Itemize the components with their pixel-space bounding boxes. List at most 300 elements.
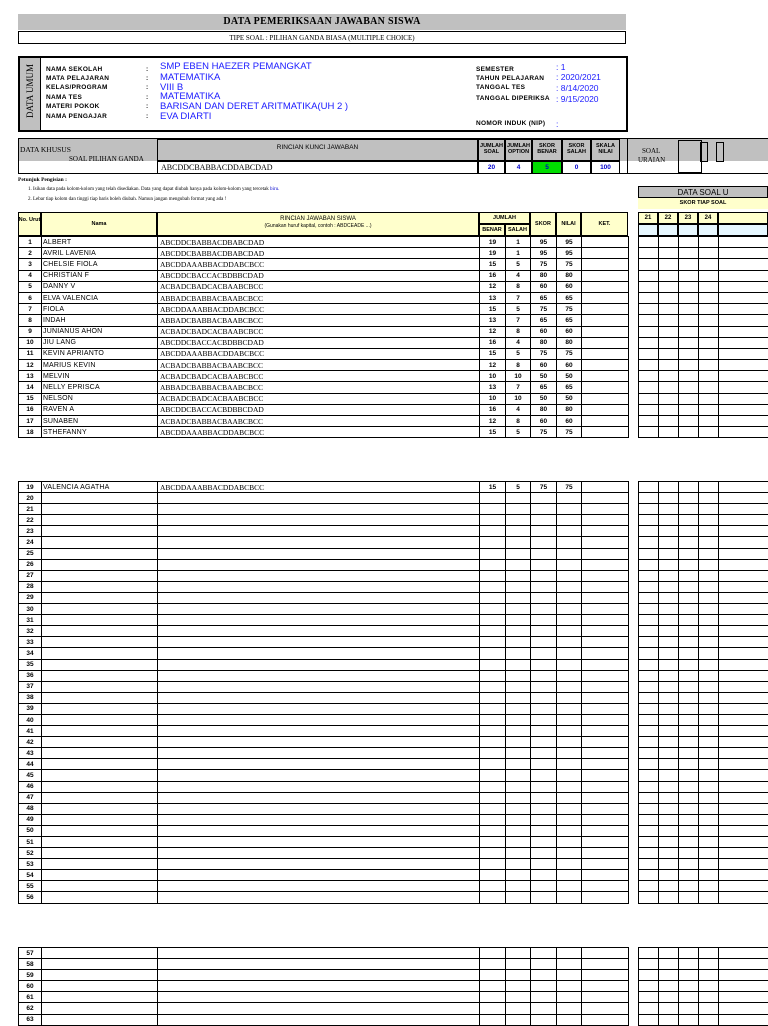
student-answers[interactable]: [158, 759, 480, 770]
uraian-score-cell[interactable]: [699, 970, 719, 981]
student-answers[interactable]: ABCDDCBACCACBDBBCDAD: [158, 337, 480, 348]
student-name[interactable]: [42, 626, 158, 637]
student-answers[interactable]: ABBADCBABBACBAABCBCC: [158, 292, 480, 303]
uraian-score-cell[interactable]: [639, 393, 659, 404]
uraian-score-cell[interactable]: [719, 848, 768, 859]
uraian-score-cell[interactable]: [639, 404, 659, 415]
student-name[interactable]: AVRIL LAVENIA: [42, 248, 158, 259]
student-name[interactable]: [42, 692, 158, 703]
uraian-score-cell[interactable]: [699, 393, 719, 404]
student-answers[interactable]: [158, 648, 480, 659]
student-answers[interactable]: [158, 714, 480, 725]
uraian-score-cell[interactable]: [679, 681, 699, 692]
uraian-score-cell[interactable]: [659, 792, 679, 803]
student-answers[interactable]: [158, 692, 480, 703]
uraian-score-cell[interactable]: [659, 837, 679, 848]
student-name[interactable]: NELLY EPRISCA: [42, 382, 158, 393]
uraian-score-cell[interactable]: [719, 416, 768, 427]
student-name[interactable]: [42, 592, 158, 603]
ket-value[interactable]: [582, 515, 629, 526]
uraian-score-cell[interactable]: [679, 504, 699, 515]
student-answers[interactable]: [158, 970, 480, 981]
uraian-score-cell[interactable]: [699, 348, 719, 359]
uraian-score-cell[interactable]: [719, 315, 768, 326]
uraian-score-cell[interactable]: [639, 981, 659, 992]
uraian-score-cell[interactable]: [699, 427, 719, 438]
uraian-score-cell[interactable]: [679, 548, 699, 559]
uraian-score-cell[interactable]: [639, 416, 659, 427]
uraian-score-cell[interactable]: [639, 427, 659, 438]
student-answers[interactable]: [158, 870, 480, 881]
student-name[interactable]: [42, 570, 158, 581]
uraian-score-cell[interactable]: [679, 237, 699, 248]
student-answers[interactable]: ABCDDAAABBACDDABCBCC: [158, 348, 480, 359]
student-answers[interactable]: ABCDDCBABBACDBABCDAD: [158, 248, 480, 259]
student-answers[interactable]: [158, 637, 480, 648]
uraian-score-cell[interactable]: [679, 382, 699, 393]
uraian-score-cell[interactable]: [679, 281, 699, 292]
ket-value[interactable]: [582, 326, 629, 337]
student-name[interactable]: [42, 970, 158, 981]
uraian-score-cell[interactable]: [719, 393, 768, 404]
uraian-score-cell[interactable]: [699, 604, 719, 615]
uraian-score-cell[interactable]: [679, 292, 699, 303]
student-name[interactable]: SUNABEN: [42, 416, 158, 427]
student-answers[interactable]: [158, 814, 480, 825]
uraian-score-cell[interactable]: [679, 814, 699, 825]
uraian-score-cell[interactable]: [719, 781, 768, 792]
ket-value[interactable]: [582, 648, 629, 659]
uraian-score-cell[interactable]: [659, 504, 679, 515]
uraian-score-cell[interactable]: [719, 626, 768, 637]
uraian-score-cell[interactable]: [639, 360, 659, 371]
uraian-score-cell[interactable]: [699, 648, 719, 659]
uraian-score-cell[interactable]: [699, 626, 719, 637]
student-answers[interactable]: [158, 781, 480, 792]
uraian-score-cell[interactable]: [679, 970, 699, 981]
student-answers[interactable]: [158, 726, 480, 737]
ket-value[interactable]: [582, 803, 629, 814]
student-answers[interactable]: [158, 604, 480, 615]
uraian-score-cell[interactable]: [639, 259, 659, 270]
uraian-score-cell[interactable]: [699, 670, 719, 681]
student-name[interactable]: [42, 870, 158, 881]
uraian-score-cell[interactable]: [659, 482, 679, 493]
student-answers[interactable]: ACBADCBADCACBAABCBCC: [158, 281, 480, 292]
ket-value[interactable]: [582, 504, 629, 515]
student-name[interactable]: [42, 714, 158, 725]
uraian-score-cell[interactable]: [679, 648, 699, 659]
uraian-score-cell[interactable]: [659, 692, 679, 703]
uraian-score-cell[interactable]: [719, 337, 768, 348]
student-name[interactable]: [42, 537, 158, 548]
student-name[interactable]: [42, 493, 158, 504]
ket-value[interactable]: [582, 892, 629, 903]
uraian-score-cell[interactable]: [659, 281, 679, 292]
uraian-score-cell[interactable]: [639, 548, 659, 559]
uraian-score-cell[interactable]: [699, 881, 719, 892]
uraian-score-cell[interactable]: [639, 748, 659, 759]
uraian-score-cell[interactable]: [659, 637, 679, 648]
uraian-score-cell[interactable]: [719, 992, 768, 1003]
uraian-score-cell[interactable]: [679, 781, 699, 792]
uraian-score-cell[interactable]: [719, 803, 768, 814]
student-name[interactable]: [42, 881, 158, 892]
uraian-score-cell[interactable]: [699, 981, 719, 992]
uraian-score-cell[interactable]: [719, 970, 768, 981]
uraian-score-cell[interactable]: [679, 792, 699, 803]
uraian-score-cell[interactable]: [719, 326, 768, 337]
student-name[interactable]: JIU LANG: [42, 337, 158, 348]
uraian-score-cell[interactable]: [659, 859, 679, 870]
student-answers[interactable]: [158, 493, 480, 504]
uraian-score-cell[interactable]: [719, 615, 768, 626]
kunci-jawaban-value[interactable]: ABCDDCBABBACDDABCDAD: [157, 161, 478, 174]
student-answers[interactable]: [158, 825, 480, 836]
student-answers[interactable]: ABCDDAAABBACDDABCBCC: [158, 259, 480, 270]
ket-value[interactable]: [582, 427, 629, 438]
uraian-score-cell[interactable]: [659, 248, 679, 259]
uraian-score-cell[interactable]: [679, 482, 699, 493]
ket-value[interactable]: [582, 570, 629, 581]
student-answers[interactable]: [158, 792, 480, 803]
student-name[interactable]: [42, 615, 158, 626]
ket-value[interactable]: [582, 1003, 629, 1014]
uraian-score-cell[interactable]: [659, 360, 679, 371]
uraian-score-cell[interactable]: [639, 570, 659, 581]
uraian-score-cell[interactable]: [679, 371, 699, 382]
umum-right-value-2[interactable]: : 8/14/2020: [556, 83, 599, 93]
uraian-score-cell[interactable]: [699, 814, 719, 825]
uraian-score-cell[interactable]: [639, 781, 659, 792]
uraian-score-cell[interactable]: [679, 892, 699, 903]
uraian-score-cell[interactable]: [639, 281, 659, 292]
ket-value[interactable]: [582, 237, 629, 248]
uraian-score-cell[interactable]: [699, 237, 719, 248]
ket-value[interactable]: [582, 792, 629, 803]
uraian-score-cell[interactable]: [699, 859, 719, 870]
student-answers[interactable]: [158, 703, 480, 714]
uraian-score-cell[interactable]: [659, 659, 679, 670]
uraian-score-cell[interactable]: [679, 270, 699, 281]
student-name[interactable]: [42, 948, 158, 959]
uraian-score-cell[interactable]: [639, 703, 659, 714]
uraian-score-cell[interactable]: [639, 371, 659, 382]
ket-value[interactable]: [582, 737, 629, 748]
ket-value[interactable]: [582, 948, 629, 959]
uraian-score-cell[interactable]: [719, 592, 768, 603]
ket-value[interactable]: [582, 493, 629, 504]
student-name[interactable]: [42, 859, 158, 870]
uraian-score-cell[interactable]: [639, 248, 659, 259]
uraian-score-cell[interactable]: [639, 526, 659, 537]
student-answers[interactable]: ACBADCBABBACBAABCBCC: [158, 360, 480, 371]
uraian-score-cell[interactable]: [699, 371, 719, 382]
uraian-score-cell[interactable]: [679, 692, 699, 703]
uraian-score-cell[interactable]: [679, 259, 699, 270]
ket-value[interactable]: [582, 259, 629, 270]
uraian-score-cell[interactable]: [679, 714, 699, 725]
student-name[interactable]: [42, 670, 158, 681]
uraian-score-cell[interactable]: [719, 237, 768, 248]
uraian-score-cell[interactable]: [639, 714, 659, 725]
uraian-score-cell[interactable]: [719, 814, 768, 825]
uraian-score-cell[interactable]: [659, 493, 679, 504]
student-answers[interactable]: ABCDDCBACCACBDBBCDAD: [158, 270, 480, 281]
uraian-score-cell[interactable]: [719, 948, 768, 959]
student-name[interactable]: [42, 959, 158, 970]
uraian-score-cell[interactable]: [639, 626, 659, 637]
uraian-score-cell[interactable]: [639, 592, 659, 603]
uraian-score-cell[interactable]: [679, 626, 699, 637]
uraian-score-cell[interactable]: [699, 404, 719, 415]
student-answers[interactable]: [158, 626, 480, 637]
student-name[interactable]: CHRISTIAN F: [42, 270, 158, 281]
uraian-score-cell[interactable]: [699, 848, 719, 859]
uraian-score-cell[interactable]: [719, 981, 768, 992]
uraian-score-cell[interactable]: [679, 570, 699, 581]
uraian-score-cell[interactable]: [719, 670, 768, 681]
umum-value-4[interactable]: BARISAN DAN DERET ARITMATIKA(UH 2 ): [160, 101, 348, 112]
uraian-score-cell[interactable]: [659, 626, 679, 637]
student-name[interactable]: [42, 781, 158, 792]
uraian-score-cell[interactable]: [719, 493, 768, 504]
ket-value[interactable]: [582, 992, 629, 1003]
uraian-score-cell[interactable]: [699, 770, 719, 781]
uraian-score-cell[interactable]: [699, 759, 719, 770]
uraian-score-cell[interactable]: [719, 292, 768, 303]
uraian-score-cell[interactable]: [719, 825, 768, 836]
uraian-score-cell[interactable]: [719, 537, 768, 548]
student-name[interactable]: RAVEN A: [42, 404, 158, 415]
uraian-score-cell[interactable]: [699, 1003, 719, 1014]
khusus-col-value-3[interactable]: 0: [562, 161, 591, 174]
uraian-score-cell[interactable]: [659, 959, 679, 970]
uraian-score-cell[interactable]: [659, 304, 679, 315]
uraian-score-cell[interactable]: [659, 526, 679, 537]
student-answers[interactable]: ACBADCBADCACBAABCBCC: [158, 326, 480, 337]
uraian-score-cell[interactable]: [699, 493, 719, 504]
student-name[interactable]: JUNIANUS AHON: [42, 326, 158, 337]
uraian-score-cell[interactable]: [659, 548, 679, 559]
uraian-score-cell[interactable]: [659, 848, 679, 859]
uraian-score-cell[interactable]: [719, 881, 768, 892]
student-name[interactable]: INDAH: [42, 315, 158, 326]
uraian-score-cell[interactable]: [719, 404, 768, 415]
uraian-score-cell[interactable]: [639, 837, 659, 848]
ket-value[interactable]: [582, 981, 629, 992]
uraian-score-cell[interactable]: [659, 570, 679, 581]
uraian-score-cell[interactable]: [659, 981, 679, 992]
uraian-score-cell[interactable]: [639, 659, 659, 670]
uraian-score-cell[interactable]: [719, 859, 768, 870]
uraian-score-cell[interactable]: [699, 681, 719, 692]
uraian-score-cell[interactable]: [699, 803, 719, 814]
uraian-score-cell[interactable]: [659, 992, 679, 1003]
uraian-score-cell[interactable]: [679, 304, 699, 315]
uraian-score-cell[interactable]: [659, 814, 679, 825]
uraian-score-cell[interactable]: [719, 792, 768, 803]
uraian-score-cell[interactable]: [699, 714, 719, 725]
uraian-score-cell[interactable]: [719, 759, 768, 770]
student-answers[interactable]: ABCDDAAABBACDDABCBCC: [158, 427, 480, 438]
student-name[interactable]: [42, 526, 158, 537]
uraian-score-cell[interactable]: [719, 371, 768, 382]
uraian-score-cell[interactable]: [699, 948, 719, 959]
uraian-score-cell[interactable]: [659, 825, 679, 836]
uraian-score-cell[interactable]: [639, 515, 659, 526]
uraian-score-cell[interactable]: [639, 382, 659, 393]
ket-value[interactable]: [582, 615, 629, 626]
student-name[interactable]: [42, 837, 158, 848]
uraian-score-cell[interactable]: [699, 825, 719, 836]
uraian-score-cell[interactable]: [659, 404, 679, 415]
khusus-col-value-4[interactable]: 100: [591, 161, 620, 174]
uraian-score-cell[interactable]: [659, 1014, 679, 1025]
uraian-score-cell[interactable]: [659, 759, 679, 770]
student-answers[interactable]: [158, 748, 480, 759]
uraian-score-cell[interactable]: [659, 382, 679, 393]
khusus-col-value-2[interactable]: 5: [532, 161, 562, 174]
uraian-score-cell[interactable]: [719, 526, 768, 537]
ket-value[interactable]: [582, 859, 629, 870]
student-answers[interactable]: [158, 559, 480, 570]
uraian-score-cell[interactable]: [699, 482, 719, 493]
uraian-score-cell[interactable]: [719, 427, 768, 438]
ket-value[interactable]: [582, 337, 629, 348]
uraian-score-cell[interactable]: [679, 427, 699, 438]
uraian-score-cell[interactable]: [659, 770, 679, 781]
uraian-score-cell[interactable]: [719, 870, 768, 881]
uraian-score-cell[interactable]: [719, 570, 768, 581]
uraian-score-cell[interactable]: [679, 959, 699, 970]
uraian-score-cell[interactable]: [659, 237, 679, 248]
uraian-score-cell[interactable]: [699, 792, 719, 803]
uraian-score-cell[interactable]: [719, 714, 768, 725]
uraian-score-cell[interactable]: [699, 837, 719, 848]
uraian-score-cell[interactable]: [719, 703, 768, 714]
ket-value[interactable]: [582, 304, 629, 315]
uraian-score-cell[interactable]: [699, 360, 719, 371]
student-answers[interactable]: ABCDDCBACCACBDBBCDAD: [158, 404, 480, 415]
uraian-score-cell[interactable]: [719, 959, 768, 970]
student-answers[interactable]: [158, 848, 480, 859]
student-name[interactable]: MARIUS KEVIN: [42, 360, 158, 371]
student-name[interactable]: [42, 759, 158, 770]
ket-value[interactable]: [582, 748, 629, 759]
student-name[interactable]: [42, 681, 158, 692]
uraian-score-cell[interactable]: [699, 703, 719, 714]
ket-value[interactable]: [582, 881, 629, 892]
student-answers[interactable]: ABCDDAAABBACDDABCBCC: [158, 304, 480, 315]
student-name[interactable]: [42, 792, 158, 803]
uraian-score-cell[interactable]: [719, 648, 768, 659]
uraian-score-cell[interactable]: [699, 515, 719, 526]
uraian-score-cell[interactable]: [719, 382, 768, 393]
uraian-score-cell[interactable]: [699, 781, 719, 792]
student-answers[interactable]: [158, 681, 480, 692]
uraian-score-cell[interactable]: [639, 892, 659, 903]
uraian-score-cell[interactable]: [659, 337, 679, 348]
uraian-score-cell[interactable]: [679, 770, 699, 781]
uraian-score-cell[interactable]: [659, 670, 679, 681]
uraian-score-cell[interactable]: [719, 482, 768, 493]
uraian-score-cell[interactable]: [699, 559, 719, 570]
uraian-score-cell[interactable]: [639, 348, 659, 359]
uraian-score-cell[interactable]: [679, 337, 699, 348]
uraian-score-cell[interactable]: [659, 515, 679, 526]
umum-right-value-3[interactable]: : 9/15/2020: [556, 94, 599, 104]
khusus-col-value-1[interactable]: 4: [505, 161, 532, 174]
uraian-score-cell[interactable]: [699, 382, 719, 393]
student-name[interactable]: VALENCIA AGATHA: [42, 482, 158, 493]
uraian-score-cell[interactable]: [699, 870, 719, 881]
uraian-score-cell[interactable]: [659, 870, 679, 881]
uraian-score-cell[interactable]: [639, 859, 659, 870]
uraian-score-cell[interactable]: [719, 559, 768, 570]
uraian-score-cell[interactable]: [659, 427, 679, 438]
student-name[interactable]: [42, 548, 158, 559]
uraian-score-cell[interactable]: [679, 515, 699, 526]
uraian-score-cell[interactable]: [719, 892, 768, 903]
uraian-score-cell[interactable]: [659, 970, 679, 981]
uraian-score-cell[interactable]: [679, 416, 699, 427]
uraian-score-cell[interactable]: [639, 537, 659, 548]
student-name[interactable]: CHELSIE FIOLA: [42, 259, 158, 270]
uraian-score-cell[interactable]: [719, 360, 768, 371]
uraian-score-cell[interactable]: [679, 1003, 699, 1014]
student-name[interactable]: [42, 1014, 158, 1025]
uraian-score-cell[interactable]: [719, 581, 768, 592]
uraian-score-cell[interactable]: [719, 748, 768, 759]
uraian-score-cell[interactable]: [719, 304, 768, 315]
uraian-score-cell[interactable]: [719, 726, 768, 737]
uraian-score-cell[interactable]: [719, 692, 768, 703]
ket-value[interactable]: [582, 482, 629, 493]
student-name[interactable]: DANNY V: [42, 281, 158, 292]
uraian-score-cell[interactable]: [659, 803, 679, 814]
uraian-score-cell[interactable]: [659, 681, 679, 692]
uraian-score-cell[interactable]: [699, 692, 719, 703]
uraian-score-cell[interactable]: [719, 270, 768, 281]
umum-value-2[interactable]: VIII B: [160, 82, 183, 93]
student-answers[interactable]: ACBADCBADCACBAABCBCC: [158, 371, 480, 382]
uraian-score-cell[interactable]: [699, 259, 719, 270]
uraian-score-cell[interactable]: [699, 292, 719, 303]
ket-value[interactable]: [582, 382, 629, 393]
student-name[interactable]: NELSON: [42, 393, 158, 404]
student-name[interactable]: [42, 803, 158, 814]
student-name[interactable]: [42, 992, 158, 1003]
student-name[interactable]: FIOLA: [42, 304, 158, 315]
uraian-score-cell[interactable]: [719, 259, 768, 270]
umum-value-5[interactable]: EVA DIARTI: [160, 111, 211, 122]
uraian-score-cell[interactable]: [699, 304, 719, 315]
uraian-score-cell[interactable]: [639, 648, 659, 659]
uraian-score-cell[interactable]: [639, 292, 659, 303]
student-name[interactable]: [42, 559, 158, 570]
ket-value[interactable]: [582, 637, 629, 648]
ket-value[interactable]: [582, 870, 629, 881]
ket-value[interactable]: [582, 360, 629, 371]
student-answers[interactable]: [158, 1014, 480, 1025]
uraian-score-cell[interactable]: [639, 770, 659, 781]
uraian-score-cell[interactable]: [639, 604, 659, 615]
uraian-score-cell[interactable]: [639, 493, 659, 504]
ket-value[interactable]: [582, 692, 629, 703]
uraian-score-cell[interactable]: [679, 659, 699, 670]
student-name[interactable]: [42, 504, 158, 515]
